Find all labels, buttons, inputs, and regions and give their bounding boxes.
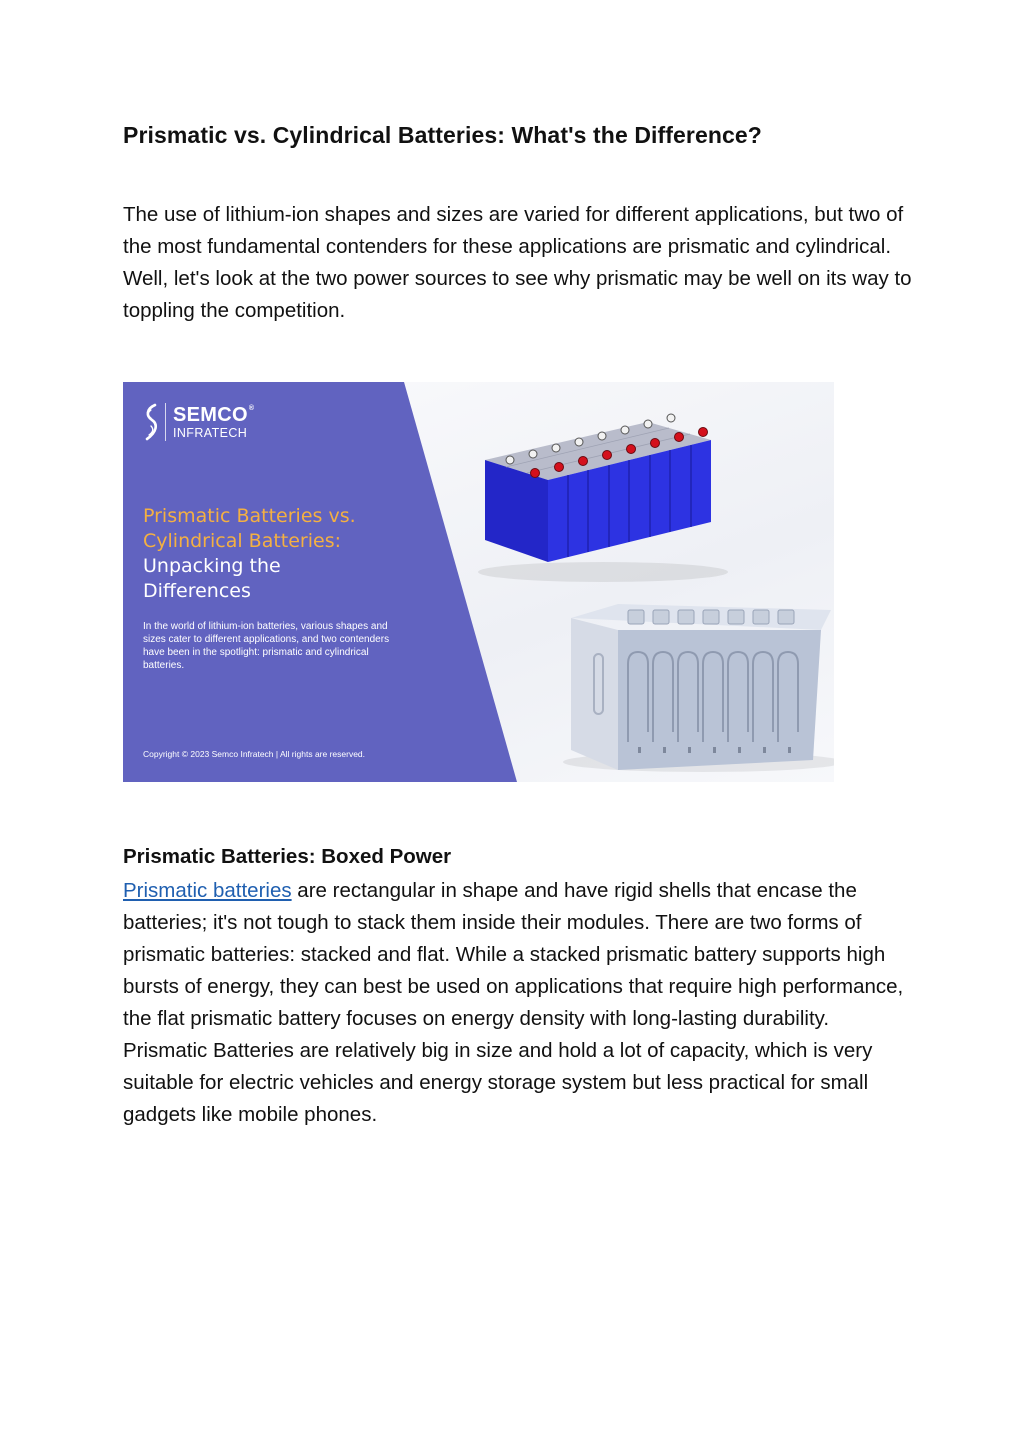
banner-heading-line-3: Unpacking the: [143, 555, 281, 577]
logo-name: SEMCO: [173, 403, 248, 426]
logo-divider: [165, 403, 166, 441]
intro-paragraph: The use of lithium-ion shapes and sizes are varied for different applications, but two of the most fundamental contenders for these applications are prismatic and cylindrical. Well, let's look at the two power sources to see why prismatic may be well on its way to toppling the competition.: [123, 203, 912, 322]
section-heading: Prismatic Batteries: Boxed Power: [123, 845, 452, 868]
banner-heading: [143, 504, 433, 604]
logo-subtitle: INFRATECH: [173, 425, 248, 440]
section-body-text: are rectangular in shape and have rigid shells that encase the batteries; it's not tough to stack them inside their modules. There are two forms of prismatic batteries: stacked and flat. While a stacked prismatic battery supports high bursts of energy, they can best be used on applications that require high performance, the flat prismatic battery focuses on energy density with long-lasting durability. Prismatic Batteries are relatively big in size and hold a lot of capacity, which is very suitable for electric vehicles and energy storage system but less practical for small gadgets like mobile phones.: [123, 879, 904, 1126]
document-title: Prismatic vs. Cylindrical Batteries: What's the Difference?: [123, 122, 762, 148]
banner-body-text: In the world of lithium-ion batteries, various shapes and sizes cater to different applications, and two contenders have been in the spotlight: prismatic and cylindrical batteries.: [143, 621, 390, 671]
logo-registered-mark: ®: [248, 404, 255, 412]
prismatic-battery-pack: [478, 414, 728, 582]
cylindrical-battery-module: [563, 604, 834, 772]
banner-heading-line-4: Differences: [143, 580, 251, 602]
prismatic-batteries-link[interactable]: Prismatic batteries: [123, 879, 292, 902]
banner-image: [123, 382, 834, 782]
semco-logo-icon: [143, 402, 159, 442]
semco-logo: [143, 402, 254, 442]
banner-heading-line-1: Prismatic Batteries vs.: [143, 505, 356, 527]
banner-copyright: Copyright © 2023 Semco Infratech | All rights are reserved.: [143, 749, 366, 759]
section-paragraph: [123, 875, 913, 1131]
banner-heading-line-2: Cylindrical Batteries:: [143, 530, 342, 552]
